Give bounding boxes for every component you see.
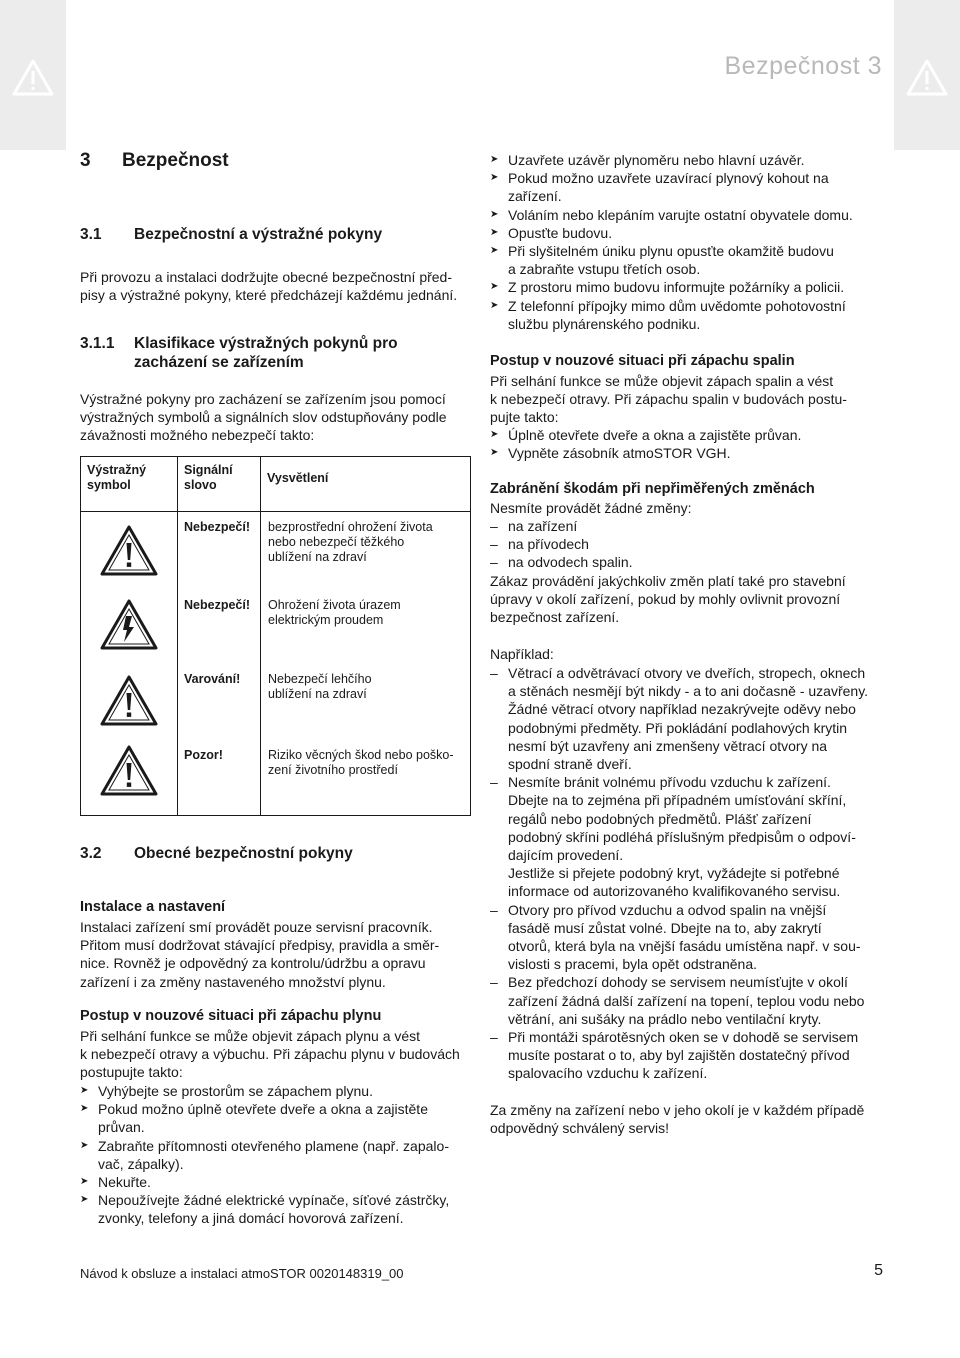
list-item: ➤ Zabraňte přítomnosti otevřeného plamene (např. zapalo- vač, zápalky). <box>80 1137 480 1173</box>
warning-triangle-icon <box>99 524 159 578</box>
damage-prevention-heading: Zabránění škodám při nepřiměřených změnách <box>490 481 815 497</box>
subsubsection-heading: 3.1.1 Klasifikace výstražných pokynů pro zacházení se zařízením <box>80 335 398 371</box>
list-item: – na přívodech <box>490 535 890 553</box>
signal-word: Pozor! <box>178 740 261 816</box>
no-changes-list <box>490 517 890 572</box>
paragraph: Výstražné pokyny pro zacházení se zařízením jsou pomocí výstražných symbolů a signálních slov odstupňovány podle závažnosti možného nebezpečí takto: <box>80 391 447 444</box>
warning-triangle-icon <box>11 58 55 98</box>
subsection-number: 3.1 <box>80 226 102 243</box>
list-item: – Nesmíte bránit volnému přívodu vzduchu k zařízení. Dbejte na to zejména při případném umísťování skříní, regálů nebo podobných předmětů. Plášť zařízení podobný skříni podléhá příslušným předpisům o odpoví- dajícím provedení. Jestliže si přejete podobný kryt, vyžádejte si potřebné informace od autorizovaného kvalifikovaného servisu. <box>490 773 900 900</box>
signal-word: Varování! <box>178 664 261 740</box>
installation-heading: Instalace a nastavení <box>80 899 226 915</box>
gas-steps-continued-list <box>490 151 890 333</box>
table-row <box>81 512 471 590</box>
list-item: ➤ Nepoužívejte žádné elektrické vypínače, síťové zástrčky, zvonky, telefony a jiná domácí hovorová zařízení. <box>80 1191 480 1227</box>
section-heading <box>80 150 229 172</box>
list-item: ➤ Nekuřte. <box>80 1173 480 1191</box>
gas-emergency-heading: Postup v nouzové situaci při zápachu plynu <box>80 1008 382 1024</box>
list-item: – na odvodech spalin. <box>490 553 890 571</box>
header-tab-left <box>0 0 66 150</box>
list-item: ➤ Z telefonní přípojky mimo dům uvědomte pohotovostní službu plynárenského podniku. <box>490 297 890 333</box>
paragraph: Za změny na zařízení nebo v jeho okolí je v každém případě odpovědný schválený servis! <box>490 1102 865 1137</box>
list-item: ➤ Opusťte budovu. <box>490 224 890 242</box>
paragraph: Instalaci zařízení smí provádět pouze servisní pracovník. Přitom musí dodržovat stávající předpisy, pravidla a směr- nice. Rovněž je odpovědný za kontrolu/údržbu a opravu zařízení i za změny nastaveného množství plynu. <box>80 919 440 990</box>
table-row <box>81 664 471 740</box>
explanation-text: bezprostřední ohrožení života nebo nebezpečí těžkého ublížení na zdraví <box>261 512 471 590</box>
warning-triangle-icon <box>99 674 159 728</box>
list-item: – Bez předchozí dohody se servisem neumísťujte v okolí zařízení žádná další zařízení na topení, teplou vodu nebo větrání, ani sušáky na prádlo nebo ventilační kryty. <box>490 973 900 1028</box>
table-row <box>81 590 471 664</box>
subsection-heading <box>80 845 353 863</box>
flue-emergency-heading: Postup v nouzové situaci při zápachu spalin <box>490 353 795 369</box>
table-row <box>81 740 471 816</box>
list-item: ➤ Úplně otevřete dveře a okna a zajistěte průvan. <box>490 426 890 444</box>
warning-triangle-icon <box>905 58 949 98</box>
flue-steps-list <box>490 426 890 462</box>
list-item: ➤ Při slyšitelném úniku plynu opusťte okamžitě budovu a zabraňte vstupu třetích osob. <box>490 242 890 278</box>
list-item: – Při montáži spárotěsných oken se v dohodě se servisem musíte postarat o to, aby byl zajištěn dostatečný přívod spalovacího vzduchu k zařízení. <box>490 1028 900 1083</box>
list-item: ➤ Z prostoru mimo budovu informujte požárníky a policii. <box>490 278 890 296</box>
list-item: ➤ Vyhýbejte se prostorům se zápachem plynu. <box>80 1082 480 1100</box>
list-item: – na zařízení <box>490 517 890 535</box>
footer-text: Návod k obsluze a instalaci atmoSTOR 0020148319_00 <box>80 1266 404 1281</box>
electric-hazard-icon <box>99 598 159 652</box>
list-item: ➤ Pokud možno uzavřete uzavírací plynový kohout na zařízení. <box>490 169 890 205</box>
paragraph: Při provozu a instalaci dodržujte obecné bezpečnostní před- pisy a výstražné pokyny, které předcházejí každému jednání. <box>80 269 458 304</box>
page-number: 5 <box>874 1262 883 1279</box>
explanation-text: Ohrožení života úrazem elektrickým proudem <box>261 590 471 664</box>
paragraph: Nesmíte provádět žádné změny: <box>490 500 692 516</box>
warning-classification-table <box>80 456 471 816</box>
explanation-text: Nebezpečí lehčího ublížení na zdraví <box>261 664 471 740</box>
subsection-heading <box>80 226 382 244</box>
list-item: – Větrací a odvětrávací otvory ve dveřích, stropech, oknech a stěnách nesmějí být nikdy - a to ani dočasně - uzavřeny. Žádné větrací otvory například nezakrývejte oděvy nebo podobnými předměty. Při pokládání podlahových krytin nesmí být uzavřeny ani zmenšeny větrací otvory na spodní straně dveří. <box>490 664 900 773</box>
list-item: ➤ Vypněte zásobník atmoSTOR VGH. <box>490 444 890 462</box>
subsection-number: 3.2 <box>80 845 102 862</box>
subsection-title: Bezpečnostní a výstražné pokyny <box>134 226 383 243</box>
signal-word: Nebezpečí! <box>178 590 261 664</box>
list-item: ➤ Voláním nebo klepáním varujte ostatní obyvatele domu. <box>490 206 890 224</box>
list-item: ➤ Pokud možno úplně otevřete dveře a okna a zajistěte průvan. <box>80 1100 480 1136</box>
list-item: – Otvory pro přívod vzduchu a odvod spalin na vnější fasádě musí zůstat volné. Dbejte na to, aby zakrytí otvorů, která byla na vnější fasádu umístěna např. v sou- vislosti s pracemi, byla opět odstraněna. <box>490 901 900 974</box>
header-tab-right <box>894 0 960 150</box>
subsection-title: Obecné bezpečnostní pokyny <box>134 845 353 862</box>
list-item: ➤ Uzavřete uzávěr plynoměru nebo hlavní uzávěr. <box>490 151 890 169</box>
section-title: Bezpečnost <box>122 150 229 171</box>
paragraph: Například: <box>490 646 554 662</box>
gas-steps-list <box>80 1082 480 1228</box>
table-header-row <box>81 457 471 512</box>
subsubsection-number: 3.1.1 <box>80 335 115 352</box>
warning-triangle-icon <box>99 744 159 798</box>
section-number: 3 <box>80 150 91 171</box>
column-header-signal: Signální slovo <box>178 457 261 512</box>
column-header-explanation: Vysvětlení <box>261 457 471 512</box>
examples-list <box>490 664 900 1083</box>
signal-word: Nebezpečí! <box>178 512 261 590</box>
paragraph: Při selhání funkce se může objevit zápach spalin a vést k nebezpečí otravy. Při zápachu spalin v budovách postu- pujte takto: <box>490 373 847 426</box>
paragraph: Zákaz provádění jakýchkoliv změn platí také pro stavební úpravy v okolí zařízení, pokud by mohly ovlivnit provozní bezpečnost zařízení. <box>490 573 846 626</box>
running-header-title: Bezpečnost 3 <box>724 52 882 80</box>
explanation-text: Riziko věcných škod nebo poško- zení životního prostředí <box>261 740 471 816</box>
column-header-symbol: Výstražný symbol <box>81 457 178 512</box>
paragraph: Při selhání funkce se může objevit zápach plynu a vést k nebezpečí otravy a výbuchu. Při zápachu plynu v budovách postupujte takto: <box>80 1028 460 1081</box>
